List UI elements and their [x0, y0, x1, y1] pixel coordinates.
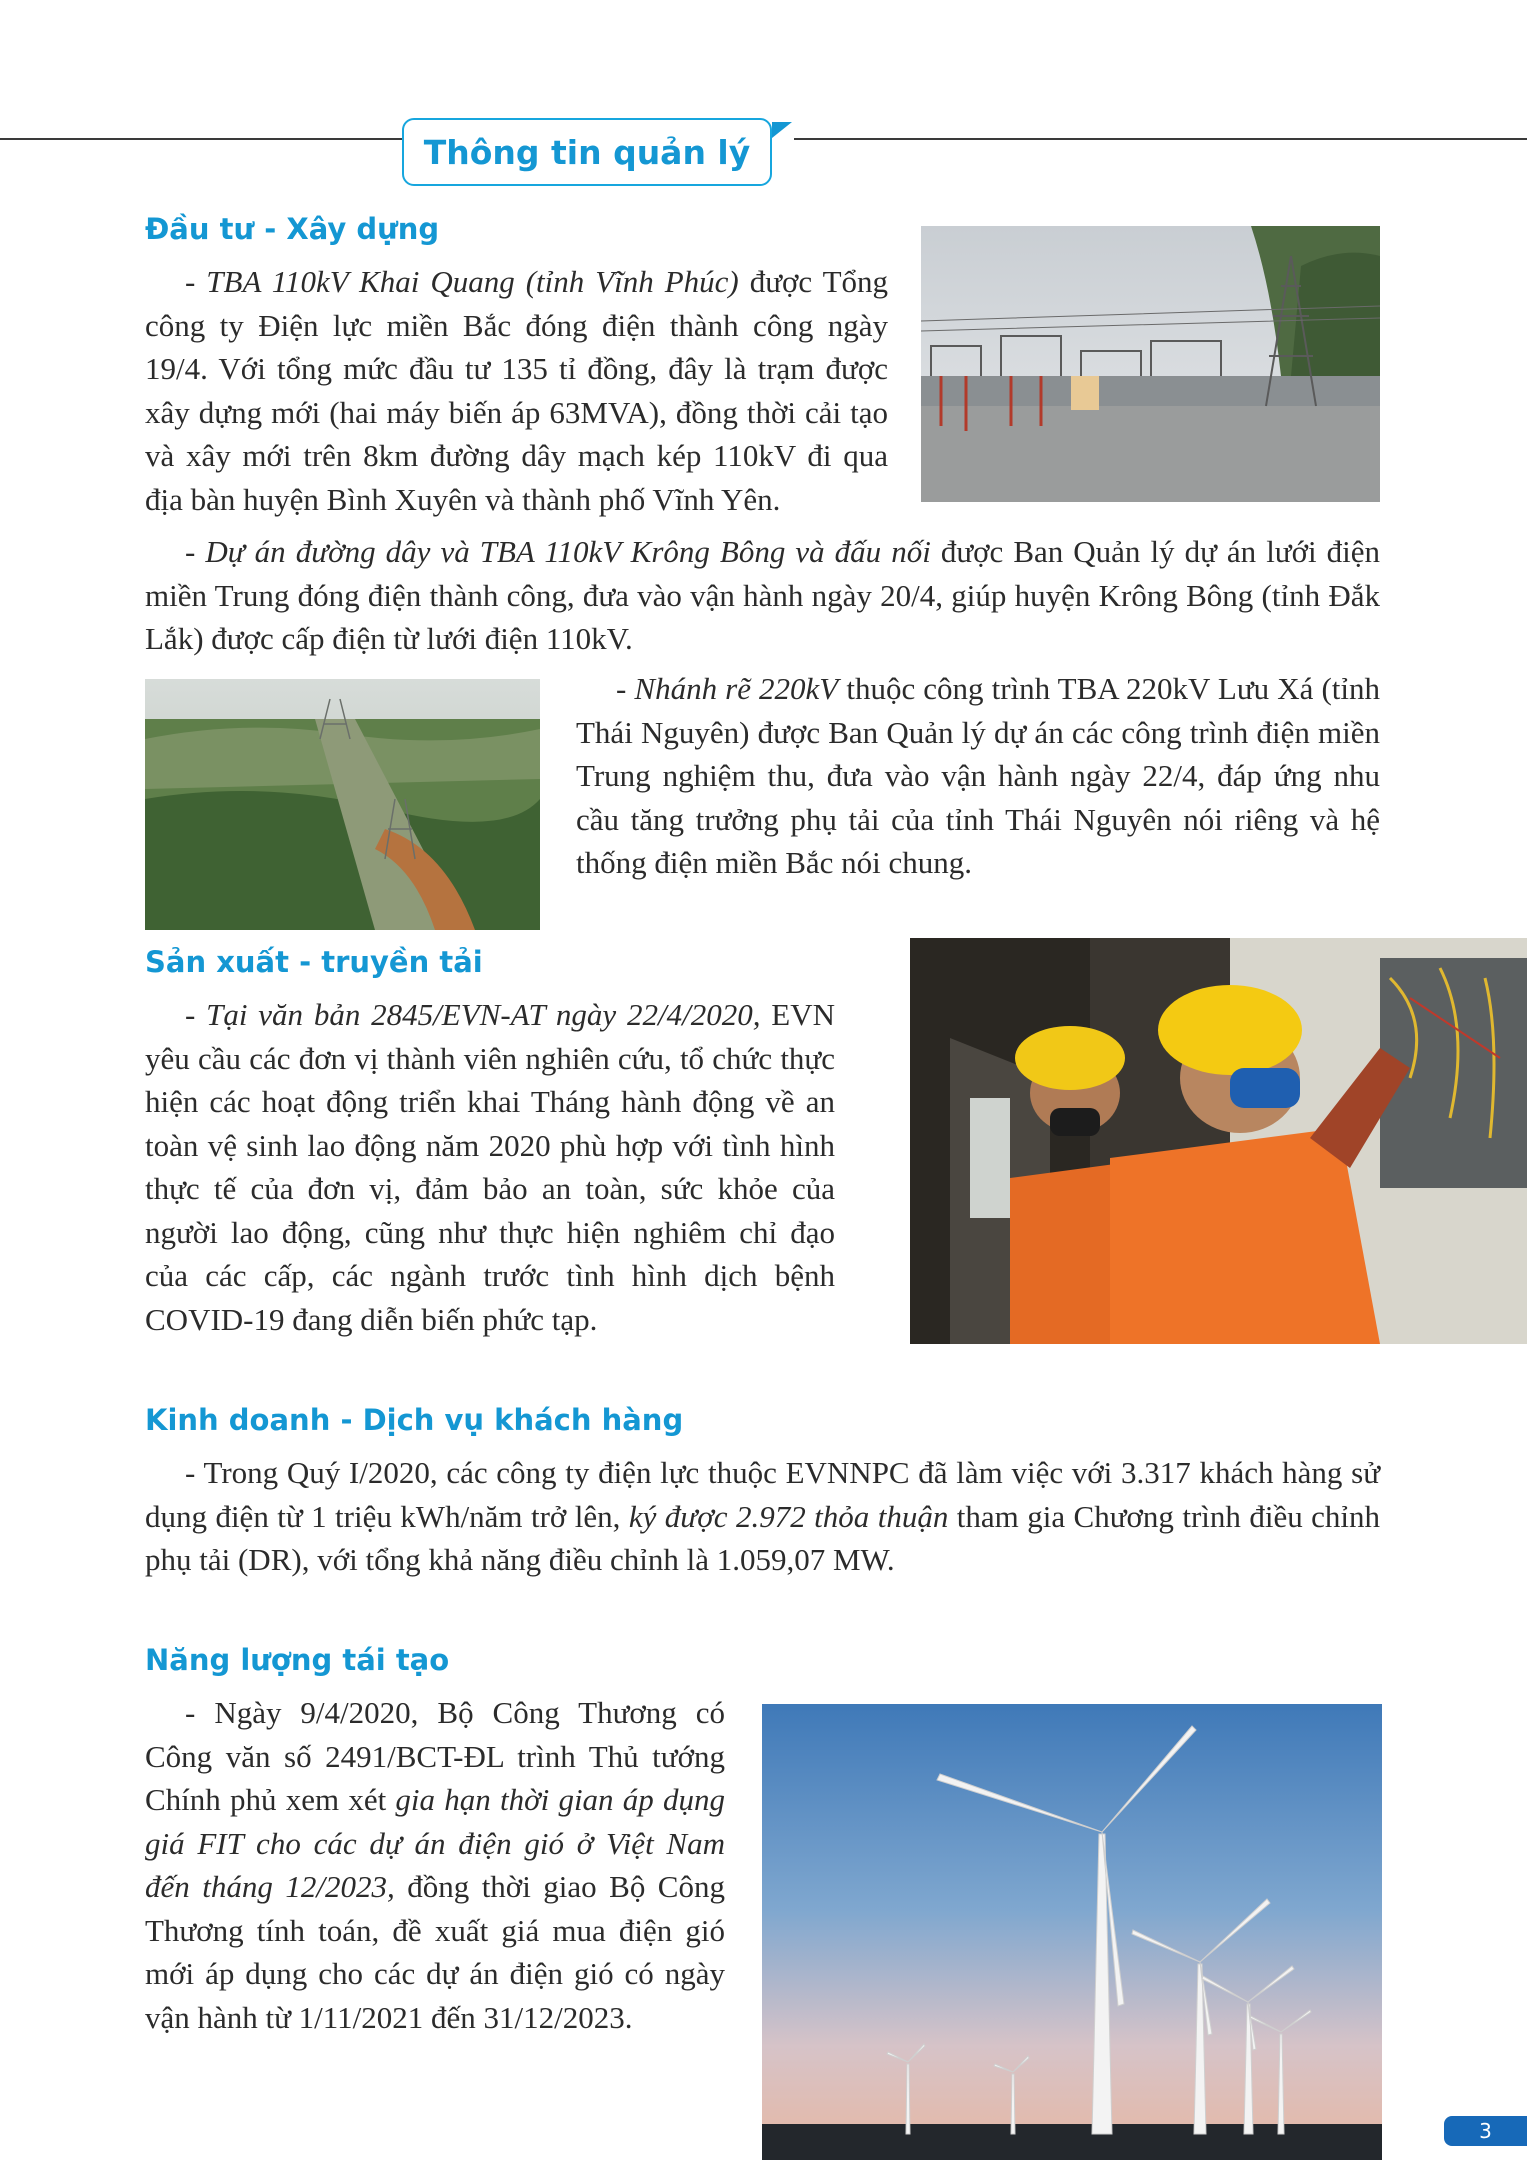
page-number-badge: [1444, 2116, 1527, 2146]
investment-paragraph-3: - Nhánh rẽ 220kV thuộc công trình TBA 220kV Lưu Xá (tỉnh Thái Nguyên) được Ban Quản lý dự án các công trình điện miền Trung nghiệm thu, đưa vào vận hành ngày 22/4, đáp ứng nhu cầu tăng trưởng phụ tải của tỉnh Thái Nguyên nói riêng và hệ thống điện miền Bắc nói chung.: [576, 671, 1381, 880]
investment-paragraph-2: - Dự án đường dây và TBA 110kV Krông Bông và đấu nối được Ban Quản lý dự án lưới điện miền Trung đóng điện thành công, đưa vào vận hành ngày 20/4, giúp huyện Krông Bông (tỉnh Đắk Lắk) được cấp điện từ lưới điện 110kV.: [145, 534, 1381, 656]
transmission-line-aerial-photo: [145, 679, 540, 930]
substation-photo: [921, 226, 1380, 502]
page-title: Thông tin quản lý: [423, 132, 751, 172]
header-rule-left: [0, 138, 402, 140]
heading-renewable: Năng lượng tái tạo: [145, 1643, 450, 1677]
section-header-box: [402, 118, 772, 186]
business-paragraph-1: - Trong Quý I/2020, các công ty điện lực thuộc EVNNPC đã làm việc với 3.317 khách hàng sử dụng điện từ 1 triệu kWh/năm trở lên, ký được 2.972 thỏa thuận tham gia Chương trình điều chỉnh phụ tải (DR), với tổng khả năng điều chỉnh là 1.059,07 MW.: [145, 1455, 1381, 1577]
heading-production: Sản xuất - truyền tải: [145, 945, 483, 979]
heading-investment: Đầu tư - Xây dựng: [145, 212, 440, 246]
header-rule-right: [794, 138, 1527, 140]
production-paragraph-1: - Tại văn bản 2845/EVN-AT ngày 22/4/2020, EVN yêu cầu các đơn vị thành viên nghiên cứu, tổ chức thực hiện các hoạt động triển khai Tháng hành động về an toàn vệ sinh lao động năm 2020 phù hợp với tình hình thực tế của đơn vị, đảm bảo an toàn, sức khỏe của người lao động, cũng như thực hiện nghiêm chỉ đạo của các cấp, các ngành trước tình hình dịch bệnh COVID-19 đang diễn biến phức tạp.: [145, 997, 835, 1337]
wind-turbines-photo: [762, 1704, 1382, 2160]
heading-business: Kinh doanh - Dịch vụ khách hàng: [145, 1403, 684, 1437]
renewable-paragraph-1: - Ngày 9/4/2020, Bộ Công Thương có Công văn số 2491/BCT-ĐL trình Thủ tướng Chính phủ xem xét gia hạn thời gian áp dụng giá FIT cho các dự án điện gió ở Việt Nam đến tháng 12/2023, đồng thời giao Bộ Công Thương tính toán, đề xuất giá mua điện gió mới áp dụng cho các dự án điện gió có ngày vận hành từ 1/11/2021 đến 31/12/2023.: [145, 1695, 726, 2035]
page-number: 3: [1479, 2119, 1492, 2143]
investment-paragraph-1: - TBA 110kV Khai Quang (tỉnh Vĩnh Phúc) được Tổng công ty Điện lực miền Bắc đóng điện thành công ngày 19/4. Với tổng mức đầu tư 135 tỉ đồng, đây là trạm được xây dựng mới (hai máy biến áp 63MVA), đồng thời cải tạo và xây mới trên 8km đường dây mạch kép 110kV đi qua địa bàn huyện Bình Xuyên và thành phố Vĩnh Yên.: [145, 264, 889, 517]
electrical-workers-photo: [910, 938, 1527, 1344]
header-tab-corner: [772, 122, 792, 138]
